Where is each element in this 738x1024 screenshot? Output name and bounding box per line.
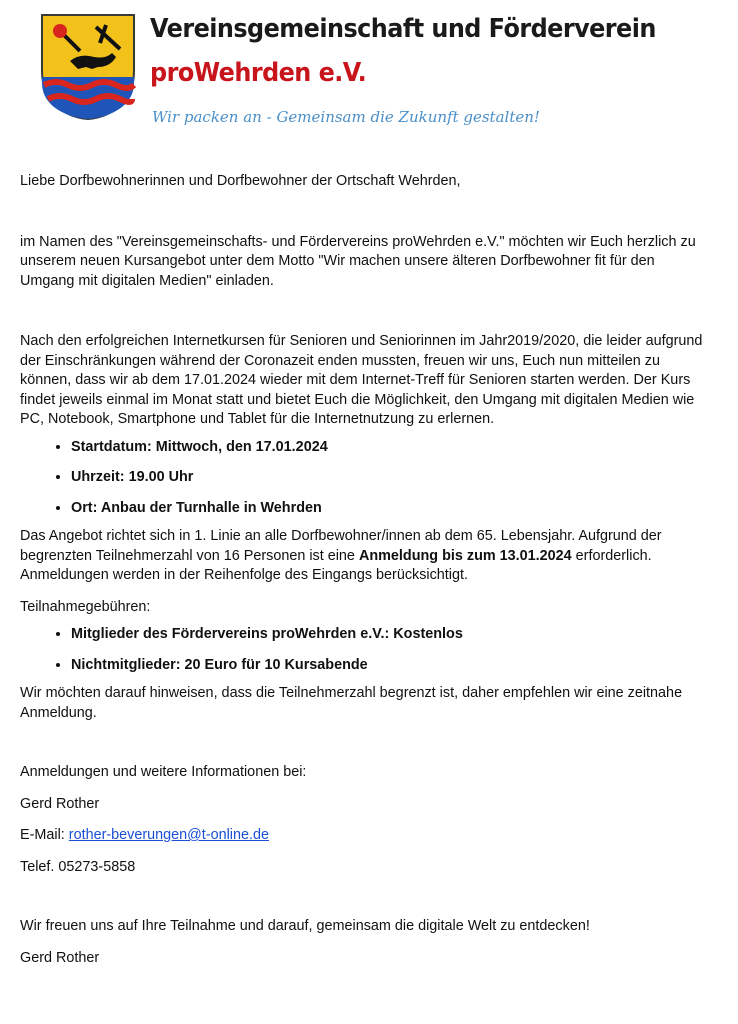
intro-paragraph: im Namen des "Vereinsgemeinschafts- und Fördervereins proWehrden e.V." möchten wir Euch herzlich zu unserem neuen Kursangebot unter dem Motto "Wir machen unsere älteren Dorfbewohner fit für den Umgang mit digitalen Medien" einladen. — [20, 233, 696, 289]
list-item: • Mitglieder des Fördervereins proWehrden e.V.: Kostenlos — [71, 625, 710, 645]
greeting: Liebe Dorfbewohnerinnen und Dorfbewohner der Ortschaft Wehrden, — [20, 173, 461, 189]
email-link[interactable]: rother-beverungen@t-online.de — [68, 827, 269, 843]
list-item: • Nichtmitglieder: 20 Euro für 10 Kursabende — [71, 656, 710, 676]
fees-label: Teilnahmegebühren: — [20, 598, 151, 615]
fees-list — [20, 625, 710, 675]
registration-deadline: Anmeldung bis zum 13.01.2024 — [358, 547, 572, 564]
slogan: Wir packen an - Gemeinsam die Zukunft gestalten! — [152, 108, 540, 126]
contact-name: Gerd Rother — [20, 795, 100, 812]
list-item: • Ort: Anbau der Turnhalle in Wehrden — [71, 499, 710, 519]
closing-sentence: Wir freuen uns auf Ihre Teilnahme und darauf, gemeinsam die digitale Welt zu entdecken! — [20, 918, 590, 934]
letterhead — [0, 0, 738, 140]
course-paragraph: Nach den erfolgreichen Internetkursen für Senioren und Seniorinnen im Jahr2019/2020, die leider aufgrund der Einschränkungen während der Coronazeit enden mussten, freuen wir uns, Euch nun mitteilen zu können, dass wir ab dem 17.01.2024 wieder mit dem Internet-Treff für Senioren starten werden. Der Kurs findet jeweils einmal im Monat statt und bietet Euch die Möglichkeit, den Umgang mit digitalen Medien wie PC, Notebook, Smartphone und Tablet für die Internetnutzung zu erlernen. — [20, 333, 703, 427]
signature: Gerd Rother — [20, 949, 100, 966]
org-subtitle: proWehrden e.V. — [150, 58, 367, 88]
hint-paragraph: Wir möchten darauf hinweisen, dass die Teilnehmerzahl begrenzt ist, daher empfehlen wir eine zeitnahe Anmeldung. — [20, 685, 683, 721]
contact-heading: Anmeldungen und weitere Informationen bei: — [20, 764, 307, 780]
list-item: • Uhrzeit: 19.00 Uhr — [71, 468, 710, 488]
letter-body — [20, 172, 710, 968]
phone: Telef. 05273-5858 — [20, 858, 136, 875]
coat-of-arms-icon — [40, 13, 136, 121]
details-list — [20, 438, 710, 519]
list-item: • Startdatum: Mittwoch, den 17.01.2024 — [71, 438, 710, 458]
email-line: E-Mail: rother-beverungen@t-online.de — [20, 827, 269, 843]
org-name: Vereinsgemeinschaft und Förderverein — [150, 14, 656, 44]
audience-paragraph: Das Angebot richtet sich in 1. Linie an alle Dorfbewohner/innen ab dem 65. Lebensjahr. Aufgrund der begrenzten Teilnehmerzahl von 16 Personen ist eine Anmeldung bis zum 13.01.2024 erforderlich. Anmeldungen werden in der Reihenfolge des Eingangs berücksichtigt. — [20, 528, 662, 583]
